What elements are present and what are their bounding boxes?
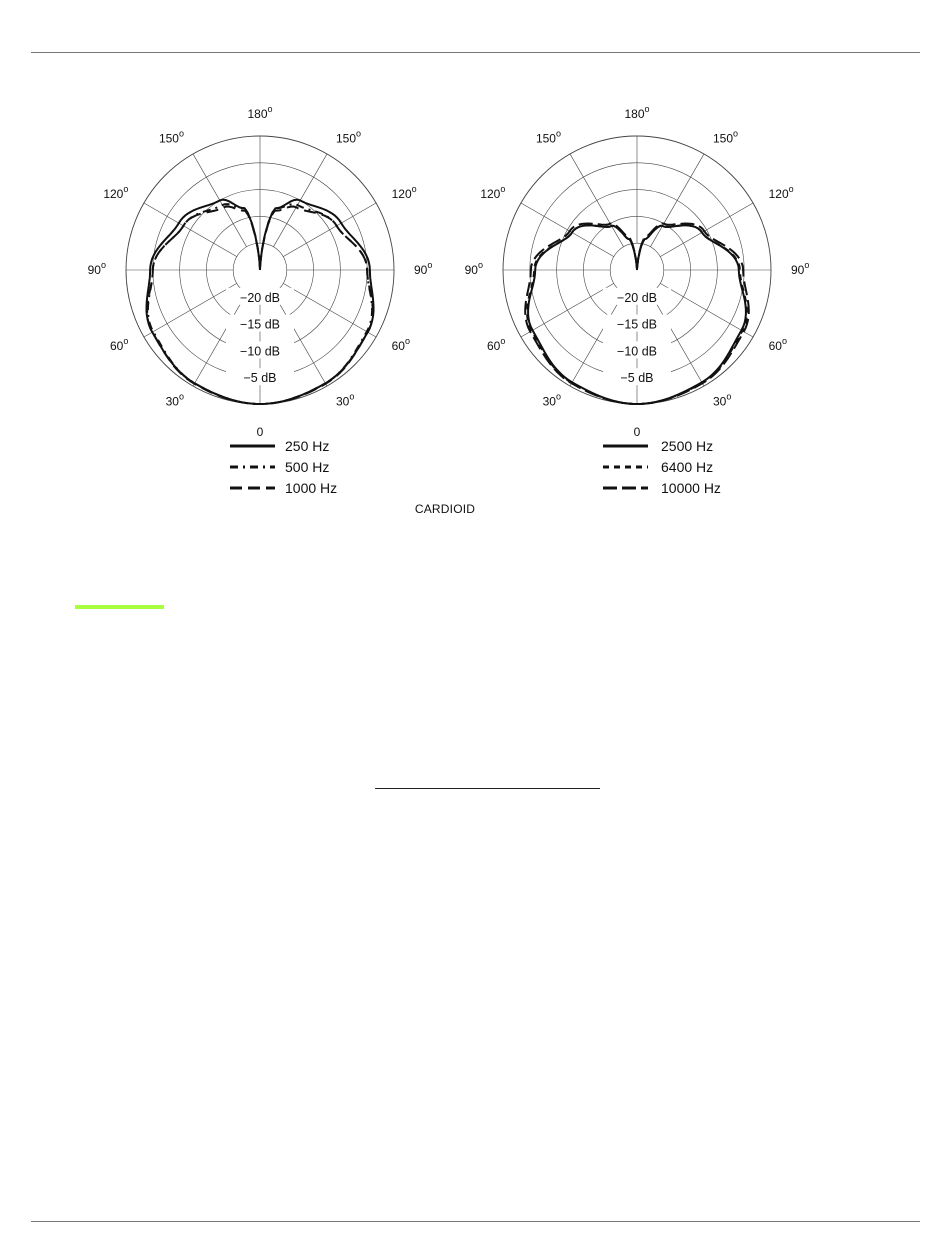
angle-label: 150$^o$ bbox=[713, 128, 739, 146]
legend-label: 1000 Hz bbox=[285, 480, 338, 496]
angle-label: 180$^o$ bbox=[247, 104, 273, 121]
polar-pattern-figure bbox=[0, 100, 950, 500]
legend-label: 250 Hz bbox=[285, 438, 330, 454]
angle-label: 0 bbox=[633, 425, 641, 439]
header-rule bbox=[31, 52, 920, 53]
grid-spoke bbox=[660, 283, 753, 337]
angle-label: 0 bbox=[256, 425, 264, 439]
angle-label: 90$^o$ bbox=[87, 260, 106, 277]
angle-label: 60$^o$ bbox=[391, 336, 411, 353]
db-label: −20 dB bbox=[617, 290, 657, 305]
db-label: −10 dB bbox=[240, 344, 280, 359]
legend-label: 10000 Hz bbox=[661, 480, 721, 496]
angle-label: 30$^o$ bbox=[713, 391, 732, 409]
angle-label: 120$^o$ bbox=[768, 184, 794, 201]
angle-label: 30$^o$ bbox=[165, 391, 184, 409]
angle-label: 90$^o$ bbox=[414, 260, 433, 277]
angle-label: 180$^o$ bbox=[624, 104, 650, 121]
angle-label: 90$^o$ bbox=[464, 260, 483, 277]
grid-spoke bbox=[660, 203, 753, 257]
angle-label: 150$^o$ bbox=[158, 128, 184, 146]
angle-label: 60$^o$ bbox=[486, 336, 506, 353]
footer-rule bbox=[31, 1221, 920, 1222]
angle-label: 120$^o$ bbox=[480, 184, 506, 201]
legend-label: 2500 Hz bbox=[661, 438, 714, 454]
angle-label: 150$^o$ bbox=[535, 128, 561, 146]
grid-spoke bbox=[144, 283, 237, 337]
grid-spoke bbox=[521, 203, 614, 257]
legend-label: 6400 Hz bbox=[661, 459, 714, 475]
grid-spoke bbox=[570, 154, 624, 247]
grid-spoke bbox=[521, 283, 614, 337]
db-label: −10 dB bbox=[617, 344, 657, 359]
angle-label: 60$^o$ bbox=[768, 336, 788, 353]
db-label: −5 dB bbox=[620, 371, 654, 386]
angle-label: 120$^o$ bbox=[103, 184, 129, 201]
underline-rule bbox=[375, 788, 600, 789]
angle-label: 30$^o$ bbox=[542, 391, 561, 409]
polar-chart-low-frequencies bbox=[88, 104, 433, 496]
db-label: −5 dB bbox=[243, 371, 277, 386]
legend-label: 500 Hz bbox=[285, 459, 330, 475]
grid-spoke bbox=[650, 154, 704, 247]
polar-chart-high-frequencies bbox=[465, 104, 810, 496]
db-label: −15 dB bbox=[240, 317, 280, 332]
angle-label: 120$^o$ bbox=[391, 184, 417, 201]
db-label: −20 dB bbox=[240, 290, 280, 305]
db-label: −15 dB bbox=[617, 317, 657, 332]
grid-spoke bbox=[283, 283, 376, 337]
angle-label: 30$^o$ bbox=[336, 391, 355, 409]
angle-label: 150$^o$ bbox=[336, 128, 362, 146]
figure-caption: CARDIOID bbox=[414, 502, 476, 516]
section-accent-bar bbox=[75, 605, 164, 609]
angle-label: 90$^o$ bbox=[791, 260, 810, 277]
angle-label: 60$^o$ bbox=[109, 336, 129, 353]
